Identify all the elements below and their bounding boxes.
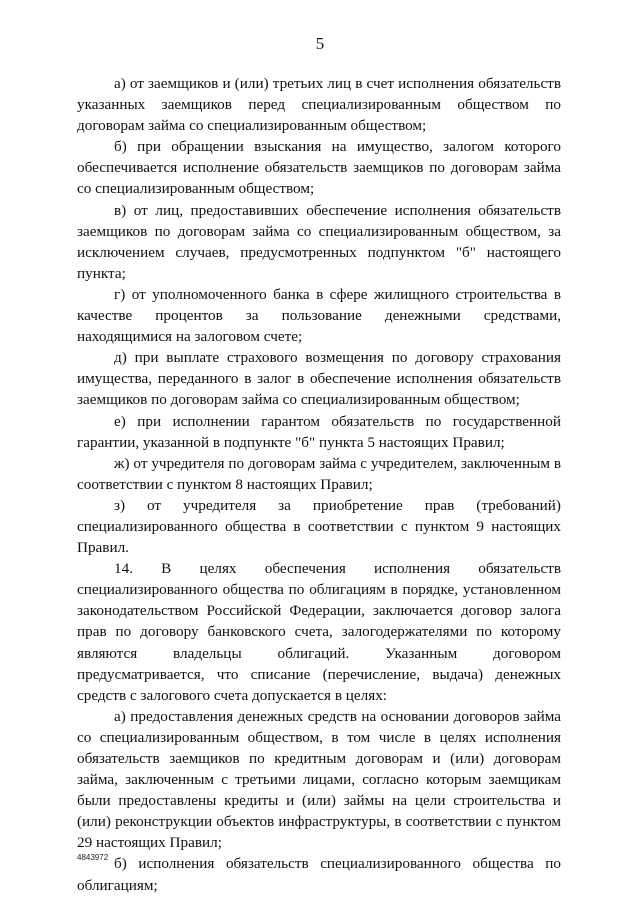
paragraph-b-foreclosure: б) при обращении взыскания на имущество, залогом которого обеспечивается исполнение обязательств заемщиков по договорам займа со специализированным обществом; [77, 138, 561, 198]
paragraph-z-founder-rights: з) от учредителя за приобретение прав (требований) специализированного общества в соответствии с пунктом 9 настоящих Правил. [77, 496, 561, 557]
paragraph-14-pledge-agreement: 14. В целях обеспечения исполнения обязательств специализированного общества по облигациям в порядке, установленном законодательством Российской Федерации, заключается договор залога прав по договору банковского счета, залогодержателями по которому являются владельцы облигаций. Указанным договором предусматривается, что списание (перечисление, выдача) денежных средств с залогового счета допускается в целях: [77, 560, 561, 704]
paragraph-zh-founder-loans: ж) от учредителя по договорам займа с учредителем, заключенным в соответствии с пунктом 8 настоящих Правил; [77, 454, 561, 493]
paragraph-d-insurance: д) при выплате страхового возмещения по договору страхования имущества, переданного в залог в обеспечение исполнения обязательств заемщиков по договорам займа со специализированным обществом; [77, 349, 561, 409]
paragraph-a-loan-funds: а) предоставления денежных средств на основании договоров займа со специализированным обществом, в том числе в целях исполнения обязательств заемщиков по кредитным договорам и (или) договорам займа, заключенным с третьими лицами, согласно которым заемщикам были предоставлены кредиты и (или) займы на цели строительства и (или) реконструкции объектов инфраструктуры, в соответствии с пунктом 29 настоящих Правил; [77, 707, 561, 852]
paragraph-v-guarantors: в) от лиц, предоставивших обеспечение исполнения обязательств заемщиков по договорам займа со специализированным обществом, за исключением случаев, предусмотренных подпунктом "б" настоящего пункта; [77, 201, 561, 282]
page-number: 5 [315, 34, 325, 53]
document-code: 4843972 [77, 853, 109, 862]
paragraph-g-authorized-bank: г) от уполномоченного банка в сфере жилищного строительства в качестве процентов за пользование денежными средствами, находящимися на залоговом счете; [77, 285, 561, 346]
paragraph-e-state-guarantee: е) при исполнении гарантом обязательств по государственной гарантии, указанной в подпункте "б" пункта 5 настоящих Правил; [77, 412, 561, 451]
paragraph-b-bond-obligations: б) исполнения обязательств специализированного общества по облигациям; [77, 855, 561, 894]
paragraph-a-borrowers: а) от заемщиков и (или) третьих лиц в счет исполнения обязательств указанных заемщиков перед специализированным обществом по договорам займа со специализированным обществом; [77, 75, 561, 135]
document-body [77, 73, 561, 896]
